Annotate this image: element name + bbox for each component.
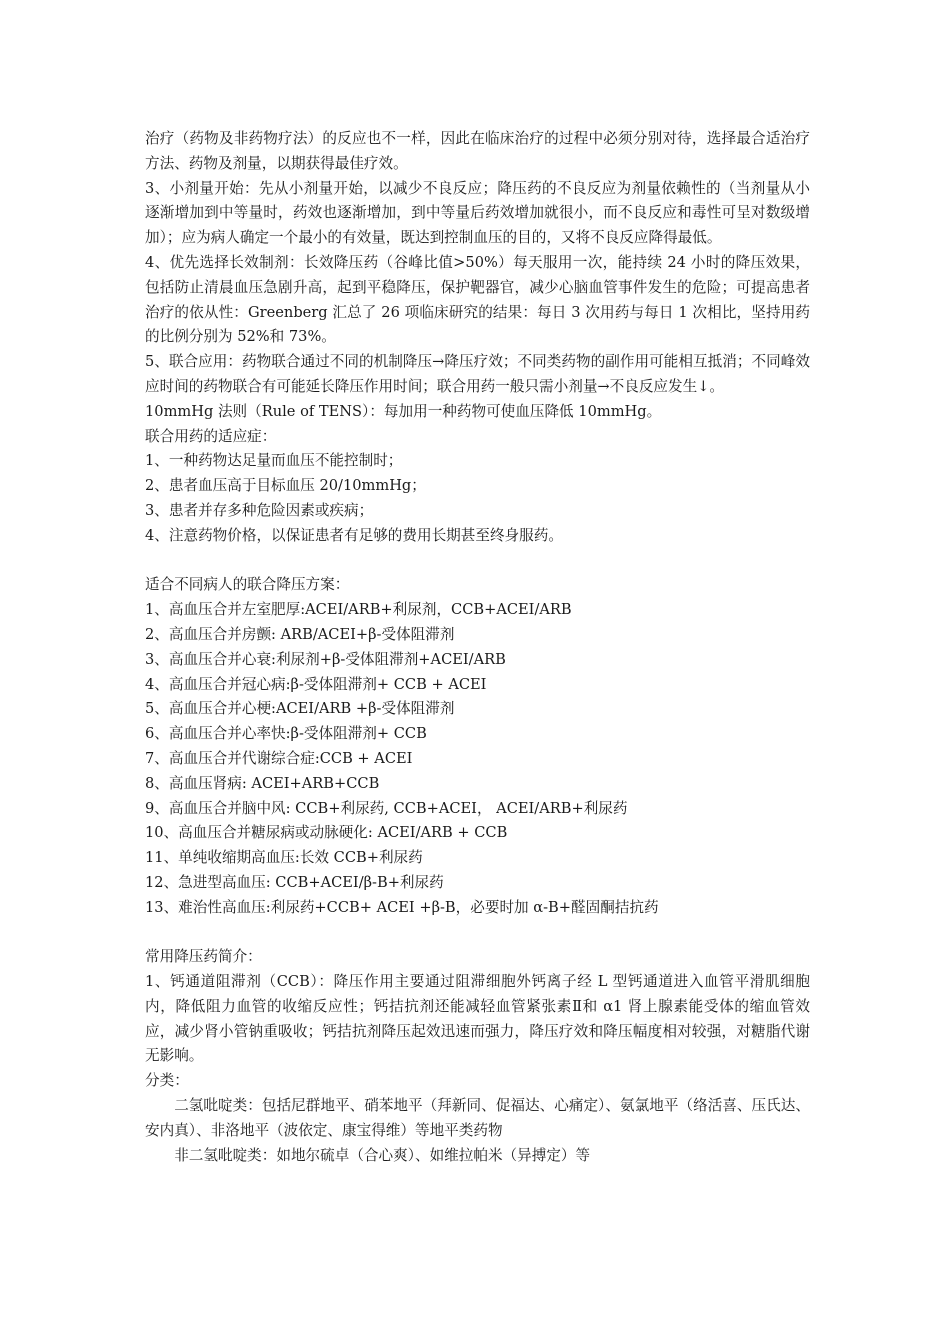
regimen-item: 13、难治性高血压:利尿药+CCB+ ACEI +β-B，必要时加 α-B+醛固酮拮抗药: [145, 898, 659, 916]
regimens-title: 适合不同病人的联合降压方案：: [145, 576, 350, 594]
indication-item: 4、注意药物价格，以保证患者有足够的费用长期甚至终身服药。: [145, 526, 563, 544]
indication-item: 2、患者血压高于目标血压 20/10mmHg；: [145, 477, 426, 495]
paragraph-small-dose: 3、小剂量开始：先从小剂量开始，以减少不良反应；降压药的不良反应为剂量依赖性的（当剂量从小逐渐增加到中等量时，药效也逐渐增加，到中等量后药效增加就很小，而不良反应和毒性可呈对数级增加）；应为病人确定一个最小的有效量，既达到控制血压的目的，又将不良反应降得最低。: [145, 179, 810, 247]
regimen-item: 8、高血压肾病: ACEI+ARB+CCB: [145, 774, 380, 792]
regimen-item: 12、急进型高血压: CCB+ACEI/β-B+利尿药: [145, 873, 444, 891]
class-non-dihydropyridine: 非二氢吡啶类：如地尔硫卓（合心爽）、如维拉帕米（异搏定）等: [174, 1146, 591, 1164]
regimen-item: 2、高血压合并房颤: ARB/ACEI+β-受体阻滞剂: [145, 625, 455, 643]
regimen-item: 9、高血压合并脑中风: CCB+利尿药, CCB+ACEI， ACEI/ARB+利尿药: [145, 799, 628, 817]
regimen-item: 11、单纯收缩期高血压:长效 CCB+利尿药: [145, 849, 423, 867]
regimen-item: 6、高血压合并心率快:β-受体阻滞剂+ CCB: [145, 725, 427, 743]
classify-title: 分类：: [145, 1072, 189, 1090]
paragraph-combination: 5、联合应用：药物联合通过不同的机制降压→降压疗效；不同类药物的副作用可能相互抵消；不同峰效应时间的药物联合有可能延长降压作用时间；联合用药一般只需小剂量→不良反应发生↓。: [145, 353, 810, 395]
regimen-item: 4、高血压合并冠心病:β-受体阻滞剂+ CCB + ACEI: [145, 675, 487, 693]
indication-item: 1、一种药物达足量而血压不能控制时；: [145, 452, 403, 470]
paragraph-intro-continued: 治疗（药物及非药物疗法）的反应也不一样，因此在临床治疗的过程中必须分别对待，选择最合适治疗方法、药物及剂量，以期获得最佳疗效。: [145, 130, 810, 172]
paragraph-indications-title: 联合用药的适应症：: [145, 427, 277, 445]
indication-item: 3、患者并存多种危险因素或疾病；: [145, 501, 374, 519]
paragraph-ccb: 1、钙通道阻滞剂（CCB）：降压作用主要通过阻滞细胞外钙离子经 L 型钙通道进入血管平滑肌细胞内，降低阻力血管的收缩反应性；钙拮抗剂还能减轻血管紧张素Ⅱ和 α1 肾上腺素能受体的缩血管效应，减少肾小管钠重吸收；钙拮抗剂降压起效迅速而强力，降压疗效和降压幅度相对较强，对糖脂代谢无影响。: [145, 973, 810, 1065]
regimen-item: 7、高血压合并代谢综合症:CCB + ACEI: [145, 749, 413, 767]
document-body: [145, 127, 810, 1168]
regimen-item: 10、高血压合并糖尿病或动脉硬化: ACEI/ARB + CCB: [145, 824, 508, 842]
blank-line: [145, 549, 810, 574]
drugs-title: 常用降压药简介：: [145, 948, 262, 966]
regimen-item: 5、高血压合并心梗:ACEI/ARB +β-受体阻滞剂: [145, 700, 455, 718]
blank-line: [145, 921, 810, 946]
class-dihydropyridine: 二氢吡啶类：包括尼群地平、硝苯地平（拜新同、促福达、心痛定）、氨氯地平（络活喜、压氏达、安内真）、非洛地平（波依定、康宝得维）等地平类药物: [145, 1097, 810, 1139]
paragraph-long-acting: 4、优先选择长效制剂：长效降压药（谷峰比值>50%）每天服用一次，能持续 24 小时的降压效果，包括防止清晨血压急剧升高，起到平稳降压，保护靶器官，减少心脑血管事件发生的危险；可提高患者治疗的依从性：Greenberg 汇总了 26 项临床研究的结果：每日 3 次用药与每日 1 次相比，坚持用药的比例分别为 52%和 73%。: [145, 253, 810, 346]
regimen-item: 3、高血压合并心衰:利尿剂+β-受体阻滞剂+ACEI/ARB: [145, 650, 506, 668]
regimen-item: 1、高血压合并左室肥厚:ACEI/ARB+利尿剂，CCB+ACEI/ARB: [145, 601, 572, 619]
paragraph-rule-of-tens: 10mmHg 法则（Rule of TENS）：每加用一种药物可使血压降低 10mmHg。: [145, 402, 662, 420]
